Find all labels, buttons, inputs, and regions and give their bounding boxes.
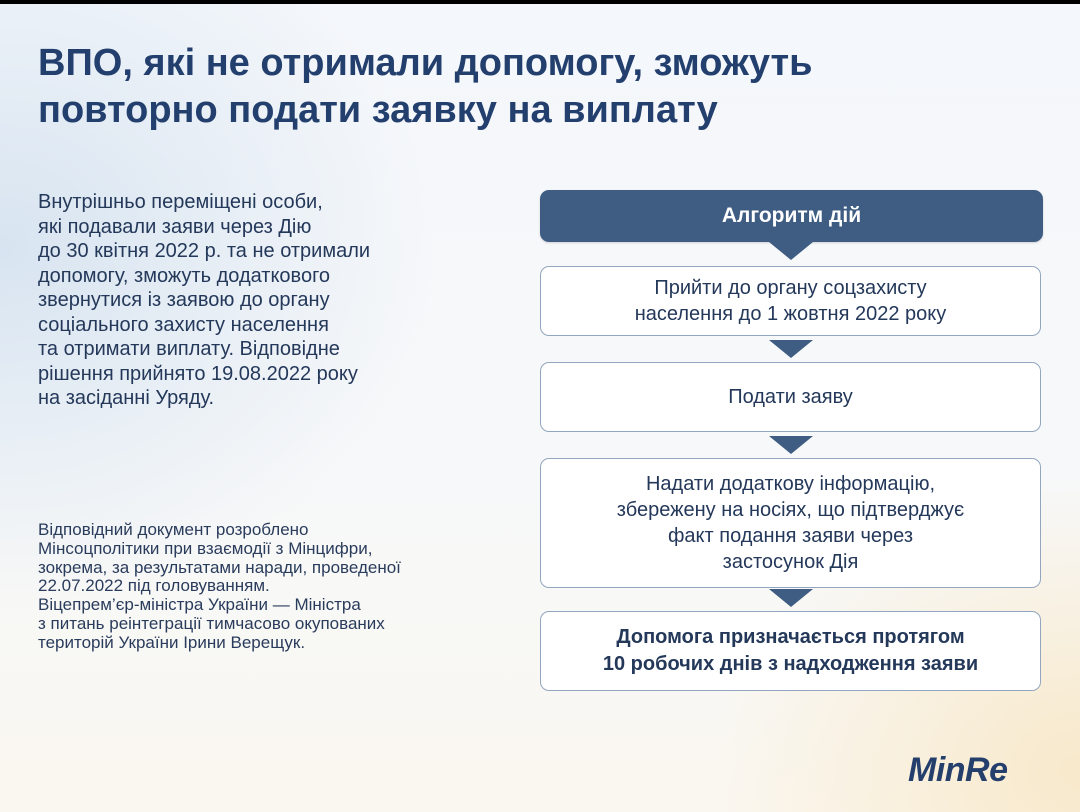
title-line-1: ВПО, які не отримали допомогу, зможуть (38, 42, 813, 84)
step-3-line: факт подання заяви через (667, 525, 914, 547)
step-4-box (540, 611, 1041, 691)
lead-paragraph (38, 190, 508, 411)
note-line: зокрема, за результатами наради, проведеної (38, 557, 401, 577)
note-paragraph (38, 521, 538, 653)
note-line: територій України Ірини Верещук. (38, 632, 306, 652)
down-arrow-icon (769, 436, 813, 454)
infographic-card (0, 4, 1080, 812)
lead-line: Внутрішньо переміщені особи, (38, 191, 323, 213)
down-arrow-icon (769, 340, 813, 358)
lead-line: допомогу, зможуть додаткового (38, 264, 331, 287)
step-1-box (540, 266, 1041, 336)
step-2-box (540, 362, 1041, 432)
lead-line: на засіданні Уряду. (38, 387, 215, 409)
title-line-2: повторно подати заявку на виплату (38, 89, 718, 131)
lead-line: які подавали заяви через Дію (38, 215, 312, 238)
step-4-line: Допомога призначається протягом (616, 626, 965, 648)
lead-line: соціального захисту населення (38, 313, 329, 336)
lead-line: рішення прийнято 19.08.2022 року (38, 362, 358, 385)
note-line: з питань реінтеграції тимчасово окупованих (38, 613, 385, 633)
step-4-line: 10 робочих днів з надходження заяви (602, 653, 979, 675)
step-2-line: Подати заяву (728, 386, 853, 408)
down-arrow-icon (769, 589, 813, 607)
down-arrow-icon (769, 242, 813, 260)
page-title (38, 40, 1038, 134)
step-1-line: Прийти до органу соцзахисту (654, 277, 927, 299)
lead-line: звернутися із заявою до органу (38, 289, 330, 311)
lead-line: до 30 квітня 2022 р. та не отримали (38, 240, 371, 262)
step-3-box (540, 458, 1041, 588)
lead-line: та отримати виплату. Відповідне (38, 338, 340, 360)
note-line: 22.07.2022 під головуванням. (38, 576, 270, 596)
step-3-line: Надати додаткову інформацію, (645, 473, 936, 495)
minre-logo: MinRe (908, 751, 1008, 789)
step-3-line: застосунок Дія (722, 551, 859, 573)
note-line: Віцепрем’єр-міністра України — Міністра (38, 595, 361, 615)
note-line: Відповідний документ розроблено (38, 520, 309, 539)
step-3-line: збережену на носіях, що підтверджує (616, 499, 965, 521)
algorithm-header: Алгоритм дій (540, 190, 1043, 242)
note-line: Мінсоцполітики при взаємодії з Мінцифри, (38, 538, 373, 558)
step-1-line: населення до 1 жовтня 2022 року (634, 303, 947, 325)
